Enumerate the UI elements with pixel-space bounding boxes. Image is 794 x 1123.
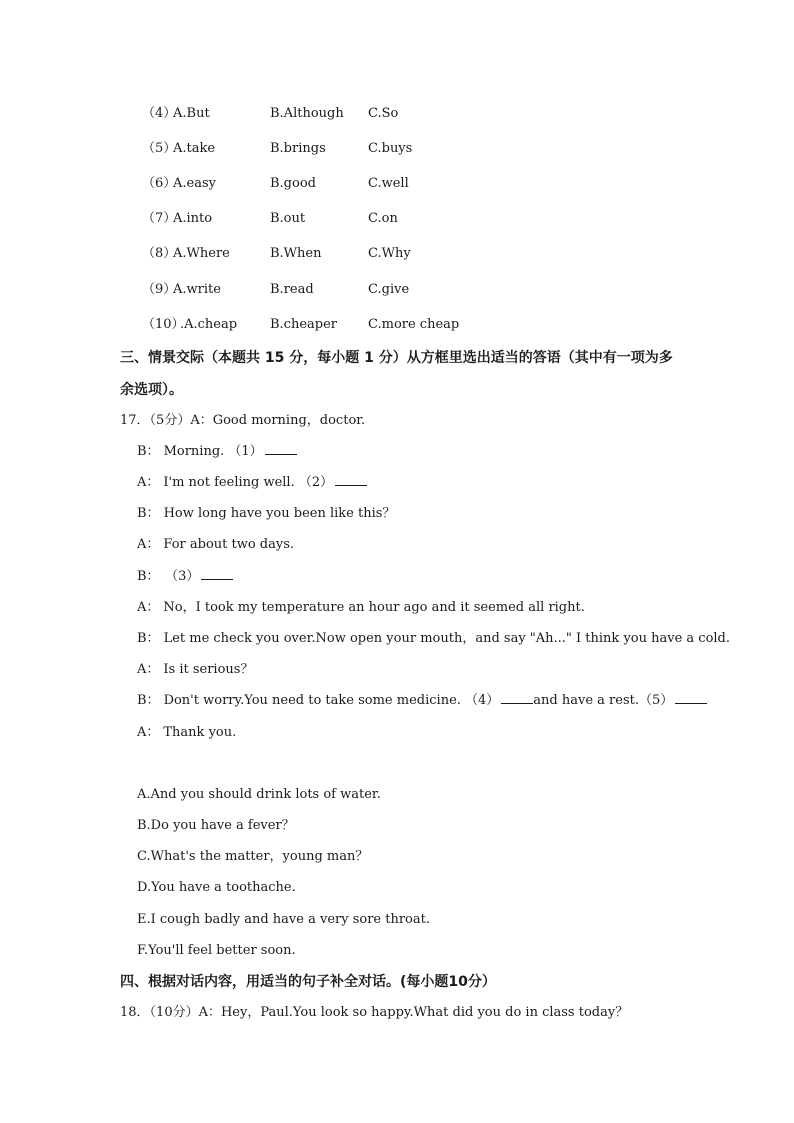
option-b: B.read <box>270 282 314 297</box>
option-b: B.When <box>270 246 322 261</box>
section-3-heading: 三、情景交际（本题共 15 分，每小题 1 分）从方框里选出适当的答语（其中有一项为多余选项）。 <box>120 350 673 398</box>
dialogue-text: For about two days. <box>163 537 295 552</box>
option-c: C.more cheap <box>368 317 460 332</box>
dialogue-line-7 <box>137 629 730 649</box>
option-a: A.Where <box>173 246 230 261</box>
speaker-label: A： <box>137 537 160 552</box>
dialogue-line-10 <box>137 723 236 743</box>
dialogue-text: No，I took my temperature an hour ago and it seemed all right. <box>163 600 585 615</box>
speaker-label: A： <box>137 600 160 615</box>
question-18-header: 18．（10分）A：Hey，Paul.You look so happy.What did you do in class today？ <box>120 1005 629 1020</box>
option-number: （6） <box>142 176 177 191</box>
dialogue-text: Morning. （1） <box>163 444 263 459</box>
speaker-label: A： <box>137 725 160 740</box>
option-number: （7） <box>142 211 177 226</box>
option-a: A.take <box>173 141 216 156</box>
speaker-label: B： <box>137 693 160 708</box>
option-a: A.write <box>173 282 221 297</box>
option-a: A.easy <box>173 176 216 191</box>
speaker-label: B： <box>137 631 160 646</box>
dialogue-line-3 <box>137 504 395 524</box>
option-c: C.give <box>368 282 410 297</box>
dialogue-text: （3） <box>171 569 200 584</box>
speaker-label: B： <box>137 444 160 459</box>
speaker-label: B： <box>137 569 160 584</box>
choice-b: B.Do you have a fever？ <box>137 818 295 833</box>
answer-blank-5[interactable] <box>675 691 707 704</box>
option-c: C.So <box>368 106 399 121</box>
question-17-header: 17．（5分）A：Good morning，doctor. <box>120 413 366 428</box>
option-a: A.But <box>173 106 210 121</box>
speaker-label: A： <box>137 475 160 490</box>
choice-a: A.And you should drink lots of water. <box>137 787 381 802</box>
dialogue-line-1 <box>137 442 297 462</box>
option-number: （4） <box>142 106 177 121</box>
option-a: .A.cheap <box>180 317 238 332</box>
option-b: B.Although <box>270 106 344 121</box>
option-c: C.on <box>368 211 398 226</box>
option-c: C.buys <box>368 141 413 156</box>
dialogue-line-8 <box>137 660 253 680</box>
option-b: B.brings <box>270 141 326 156</box>
dialogue-text: Let me check you over.Now open your mouth，and say "Ah..." I think you have a cold. <box>163 631 731 646</box>
answer-blank-1[interactable] <box>265 442 297 455</box>
choice-c: C.What's the matter，young man？ <box>137 849 369 864</box>
section-4-heading: 四、根据对话内容，用适当的句子补全对话。(每小题10分） <box>120 974 496 990</box>
dialogue-text: How long have you been like this？ <box>163 506 396 521</box>
dialogue-line-2 <box>137 473 367 493</box>
dialogue-line-4 <box>137 535 294 555</box>
choice-f: F.You'll feel better soon. <box>137 943 296 958</box>
option-c: C.well <box>368 176 409 191</box>
option-b: B.good <box>270 176 316 191</box>
answer-blank-3[interactable] <box>201 567 233 580</box>
answer-blank-4[interactable] <box>501 691 533 704</box>
option-a: A.into <box>173 211 213 226</box>
speaker-label: A： <box>137 662 160 677</box>
choice-e: E.I cough badly and have a very sore throat. <box>137 912 430 927</box>
option-number: （5） <box>142 141 177 156</box>
dialogue-text: and have a rest.（5） <box>533 693 674 708</box>
option-b: B.cheaper <box>270 317 338 332</box>
choice-d: D.You have a toothache. <box>137 880 296 895</box>
option-number: （8） <box>142 246 177 261</box>
dialogue-line-5 <box>137 567 233 587</box>
dialogue-text: I'm not feeling well. （2） <box>163 475 334 490</box>
dialogue-line-6 <box>137 598 585 618</box>
dialogue-text: Don't worry.You need to take some medicine. （4） <box>163 693 500 708</box>
option-b: B.out <box>270 211 306 226</box>
option-number: （10） <box>142 317 185 332</box>
option-c: C.Why <box>368 246 411 261</box>
option-number: （9） <box>142 282 177 297</box>
dialogue-line-9 <box>137 691 707 711</box>
speaker-label: B： <box>137 506 160 521</box>
answer-blank-2[interactable] <box>335 473 367 486</box>
dialogue-text: Is it serious？ <box>163 662 254 677</box>
dialogue-text: Thank you. <box>163 725 237 740</box>
